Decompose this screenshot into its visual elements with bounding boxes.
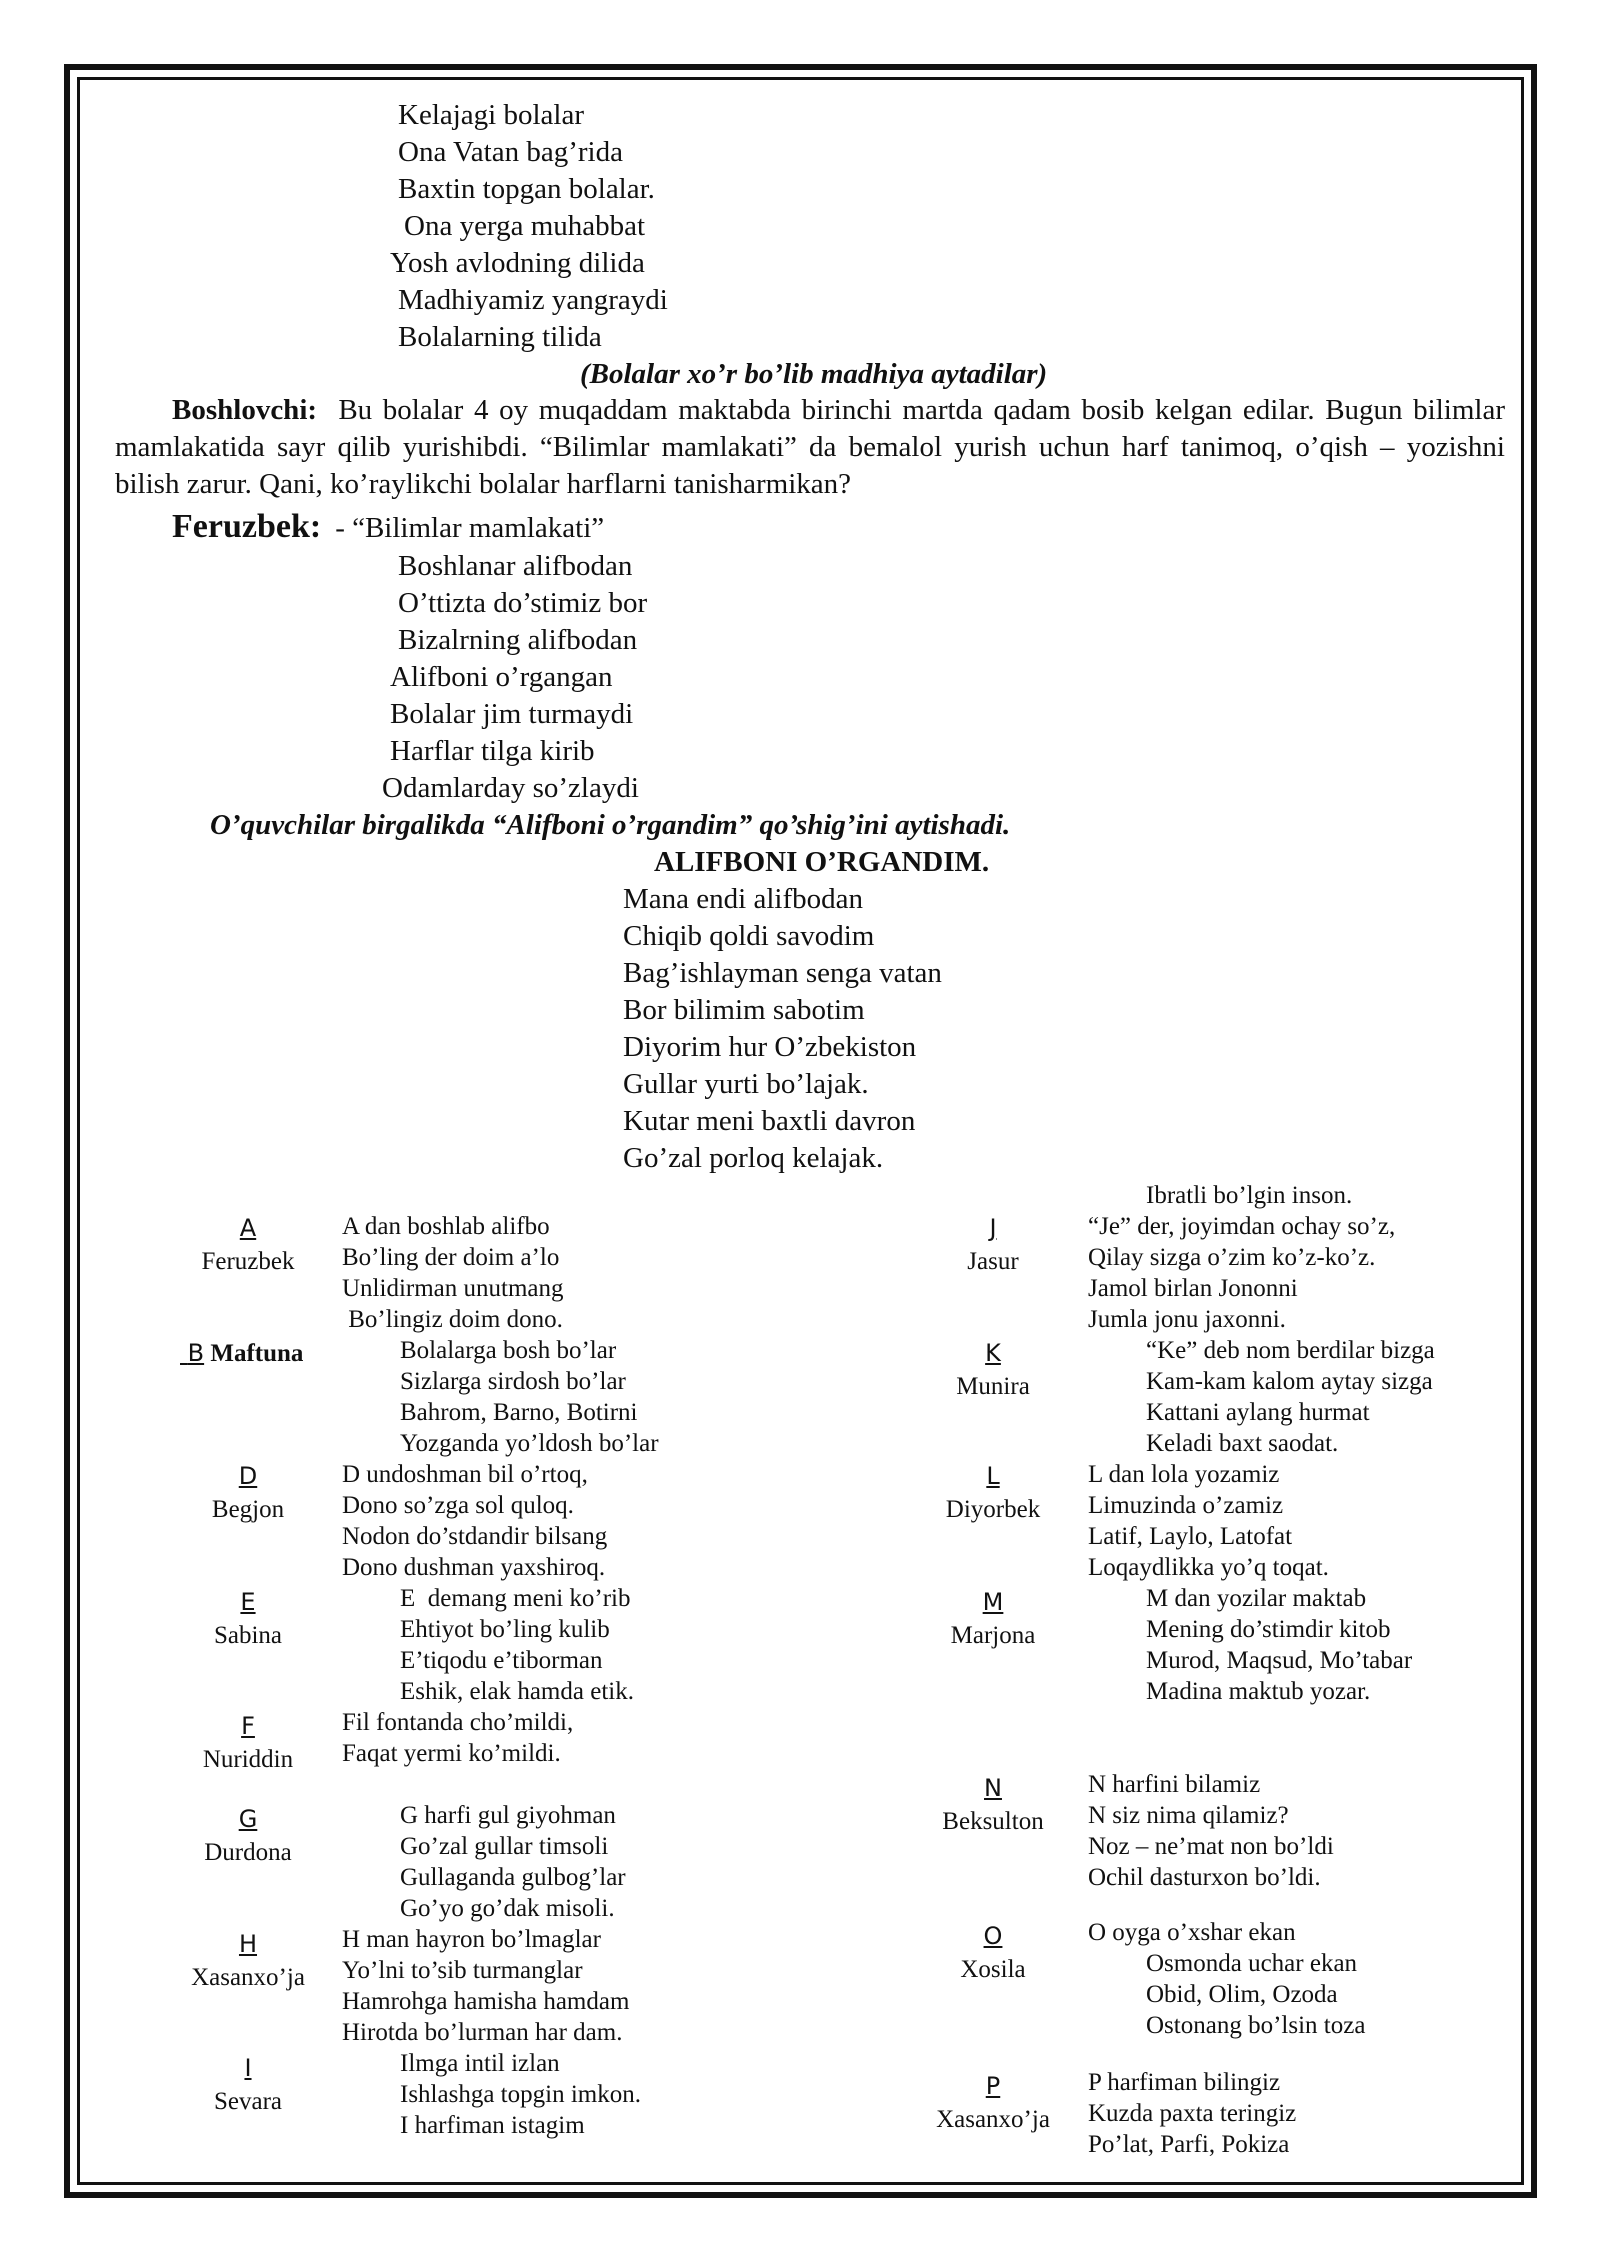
letter-label — [913, 1341, 1073, 1366]
poem-line: Boshlanar alifbodan — [398, 550, 633, 582]
verse-line: Qilay sizga o’zim ko’z-ko’z. — [1088, 1244, 1376, 1271]
verse-line: H man hayron bo’lmaglar — [342, 1926, 601, 1953]
verse-line: Gullaganda gulbog’lar — [400, 1864, 626, 1891]
letter: E — [240, 1588, 256, 1616]
verse-line: P harfiman bilingiz — [1088, 2069, 1281, 2096]
student-name: Marjona — [950, 1622, 1036, 1649]
verse-line: Murod, Maqsud, Mo’tabar — [1146, 1647, 1413, 1674]
verse-line: Ibratli bo’lgin inson. — [1146, 1182, 1353, 1209]
speaker-name: Boshlovchi: — [172, 394, 318, 426]
verse-line: Madina maktub yozar. — [1146, 1678, 1371, 1705]
verse-line: Osmonda uchar ekan — [1146, 1950, 1358, 1977]
letter: P — [985, 2072, 1001, 2100]
letter: D — [238, 1462, 258, 1490]
verse-line: Go’yo go’dak misoli. — [400, 1895, 615, 1922]
letter-label — [180, 1341, 303, 1366]
verse-line: Hamrohga hamisha hamdam — [342, 1988, 630, 2015]
poem-line: Diyorim hur O’zbekiston — [623, 1031, 917, 1063]
verse-line: Sizlarga sirdosh bo’lar — [400, 1368, 626, 1395]
student-name: Jasur — [967, 1248, 1019, 1275]
poem-line: Bag’ishlayman senga vatan — [623, 957, 942, 989]
letter: G — [238, 1805, 258, 1833]
verse-line: “Ke” deb nom berdilar bizga — [1146, 1337, 1435, 1364]
letter: B — [187, 1339, 205, 1367]
verse-line: Ochil dasturxon bo’ldi. — [1088, 1864, 1321, 1891]
student-name: Feruzbek — [201, 1248, 295, 1275]
student-name: Diyorbek — [945, 1496, 1041, 1523]
host-text: Bu bolalar 4 oy muqaddam maktabda birinchi martda qadam bosib kelgan edilar. Bugun bilimlar mamlakatida sayr qilib yurishibdi. “Bilimlar mamlakati” da bemalol yurish uchun harf tanimoq, o’qish – yozishni bilish zarur. Qani, ko’raylikchi bolalar harflarni tanisharmikan? — [115, 394, 1505, 500]
verse-line: Yo’lni to’sib turmanglar — [342, 1957, 583, 1984]
letter: H — [238, 1930, 258, 1958]
student-name: Xosila — [960, 1956, 1026, 1983]
verse-line: Bo’ling der doim a’lo — [342, 1244, 560, 1271]
poem-line: Kelajagi bolalar — [398, 99, 584, 131]
verse-line: Noz – ne’mat non bo’ldi — [1088, 1833, 1334, 1860]
letter: K — [985, 1339, 1001, 1367]
poem-line: Go’zal porloq kelajak. — [623, 1142, 884, 1174]
student-name: Xasanxo’ja — [936, 2106, 1050, 2133]
verse-line: Go’zal gullar timsoli — [400, 1833, 609, 1860]
verse-line: Ostonang bo’lsin toza — [1146, 2012, 1366, 2039]
letter: I — [244, 2054, 252, 2082]
student-name: Durdona — [204, 1839, 292, 1866]
verse-line: Ishlashga topgin imkon. — [400, 2081, 641, 2108]
poem-line: Alifboni o’rgangan — [390, 661, 613, 693]
student-name: Maftuna — [210, 1340, 304, 1367]
verse-line: G harfi gul giyohman — [400, 1802, 616, 1829]
letter-label — [168, 2056, 328, 2081]
stage-direction: O’quvchilar birgalikda “Alifboni o’rgandim” qo’shig’ini aytishadi. — [210, 809, 1011, 841]
poem-line: Madhiyamiz yangraydi — [398, 284, 668, 316]
poem-line: - “Bilimlar mamlakati” — [335, 512, 605, 544]
verse-line: Ilmga intil izlan — [400, 2050, 560, 2077]
student-name: Sabina — [213, 1622, 283, 1649]
letter-label — [168, 1714, 328, 1739]
stage-direction: (Bolalar xo’r bo’lib madhiya aytadilar) — [580, 358, 1048, 390]
poem-line: O’ttizta do’stimiz bor — [398, 587, 648, 619]
poem-line: Ona yerga muhabbat — [404, 210, 646, 242]
poem-line: Ona Vatan bag’rida — [398, 136, 623, 168]
letter-label — [913, 1924, 1073, 1949]
feruzbek-intro — [172, 510, 604, 544]
verse-line: Jamol birlan Jononni — [1088, 1275, 1298, 1302]
verse-line: Jumla jonu jaxonni. — [1088, 1306, 1286, 1333]
letter-label — [168, 1216, 328, 1241]
verse-line: L dan lola yozamiz — [1088, 1461, 1280, 1488]
letter: J — [989, 1214, 997, 1242]
poem-line: Bolalarning tilida — [398, 321, 602, 353]
verse-line: Unlidirman unutmang — [342, 1275, 564, 1302]
verse-line: Ehtiyot bo’ling kulib — [400, 1616, 610, 1643]
poem-line: Bolalar jim turmaydi — [390, 698, 634, 730]
letter-label — [168, 1807, 328, 1832]
letter-label — [913, 1216, 1073, 1241]
letter: F — [241, 1712, 255, 1740]
poem-line: Baxtin topgan bolalar. — [398, 173, 655, 205]
poem-line: Bizalrning alifbodan — [398, 624, 638, 656]
poem-line: Bor bilimim sabotim — [623, 994, 865, 1026]
verse-line: Faqat yermi ko’mildi. — [342, 1740, 561, 1767]
host-paragraph — [115, 392, 1505, 503]
poem-line: Yosh avlodning dilida — [390, 247, 645, 279]
poem-line: Odamlarday so’zlaydi — [382, 772, 639, 804]
letter-label — [168, 1464, 328, 1489]
verse-line: E demang meni ko’rib — [400, 1585, 631, 1612]
letter: L — [986, 1462, 1000, 1490]
poem-line: Chiqib qoldi savodim — [623, 920, 875, 952]
verse-line: “Je” der, joyimdan ochay so’z, — [1088, 1213, 1396, 1240]
verse-line: E’tiqodu e’tiborman — [400, 1647, 603, 1674]
verse-line: Yozganda yo’ldosh bo’lar — [400, 1430, 659, 1457]
verse-line: D undoshman bil o’rtoq, — [342, 1461, 588, 1488]
student-name: Sevara — [213, 2088, 283, 2115]
letter-label — [913, 1464, 1073, 1489]
poem-line: Harflar tilga kirib — [390, 735, 595, 767]
verse-line: Latif, Laylo, Latofat — [1088, 1523, 1293, 1550]
letter: A — [239, 1214, 257, 1242]
verse-line: O oyga o’xshar ekan — [1088, 1919, 1296, 1946]
verse-line: Po’lat, Parfi, Pokiza — [1088, 2131, 1290, 2158]
song-title: ALIFBONI O’RGANDIM. — [654, 846, 990, 878]
letter-label — [913, 1590, 1073, 1615]
student-name: Xasanxo’ja — [191, 1964, 305, 1991]
letter: M — [982, 1588, 1004, 1616]
verse-line: Fil fontanda cho’mildi, — [342, 1709, 574, 1736]
verse-line: Keladi baxt saodat. — [1146, 1430, 1339, 1457]
verse-line: Limuzinda o’zamiz — [1088, 1492, 1284, 1519]
letter-label — [168, 1932, 328, 1957]
letter-label — [913, 2074, 1073, 2099]
verse-line: A dan boshlab alifbo — [342, 1213, 550, 1240]
poem-line: Kutar meni baxtli davron — [623, 1105, 916, 1137]
poem-line: Mana endi alifbodan — [623, 883, 863, 915]
verse-line: Eshik, elak hamda etik. — [400, 1678, 634, 1705]
student-name: Begjon — [211, 1496, 285, 1523]
student-name: Munira — [956, 1373, 1030, 1400]
student-name: Nuriddin — [202, 1746, 294, 1773]
verse-line: Kattani aylang hurmat — [1146, 1399, 1370, 1426]
verse-line: Hirotda bo’lurman har dam. — [342, 2019, 623, 2046]
verse-line: Kam-kam kalom aytay sizga — [1146, 1368, 1433, 1395]
letter-label — [913, 1776, 1073, 1801]
letter-label — [168, 1590, 328, 1615]
verse-line: Bo’lingiz doim dono. — [342, 1306, 563, 1333]
student-name: Beksulton — [942, 1808, 1044, 1835]
letter: O — [983, 1922, 1003, 1950]
speaker-name: Feruzbek: — [172, 508, 322, 545]
verse-line: Loqaydlikka yo’q toqat. — [1088, 1554, 1329, 1581]
verse-line: Kuzda paxta teringiz — [1088, 2100, 1297, 2127]
verse-line: M dan yozilar maktab — [1146, 1585, 1367, 1612]
verse-line: Bolalarga bosh bo’lar — [400, 1337, 617, 1364]
verse-line: Dono dushman yaxshiroq. — [342, 1554, 606, 1581]
verse-line: Dono so’zga sol quloq. — [342, 1492, 574, 1519]
letter: N — [984, 1774, 1002, 1802]
verse-line: I harfiman istagim — [400, 2112, 585, 2139]
poem-line: Gullar yurti bo’lajak. — [623, 1068, 869, 1100]
verse-line: N siz nima qilamiz? — [1088, 1802, 1289, 1829]
verse-line: Nodon do’stdandir bilsang — [342, 1523, 608, 1550]
verse-line: Obid, Olim, Ozoda — [1146, 1981, 1338, 2008]
verse-line: N harfini bilamiz — [1088, 1771, 1261, 1798]
verse-line: Mening do’stimdir kitob — [1146, 1616, 1391, 1643]
verse-line: Bahrom, Barno, Botirni — [400, 1399, 638, 1426]
